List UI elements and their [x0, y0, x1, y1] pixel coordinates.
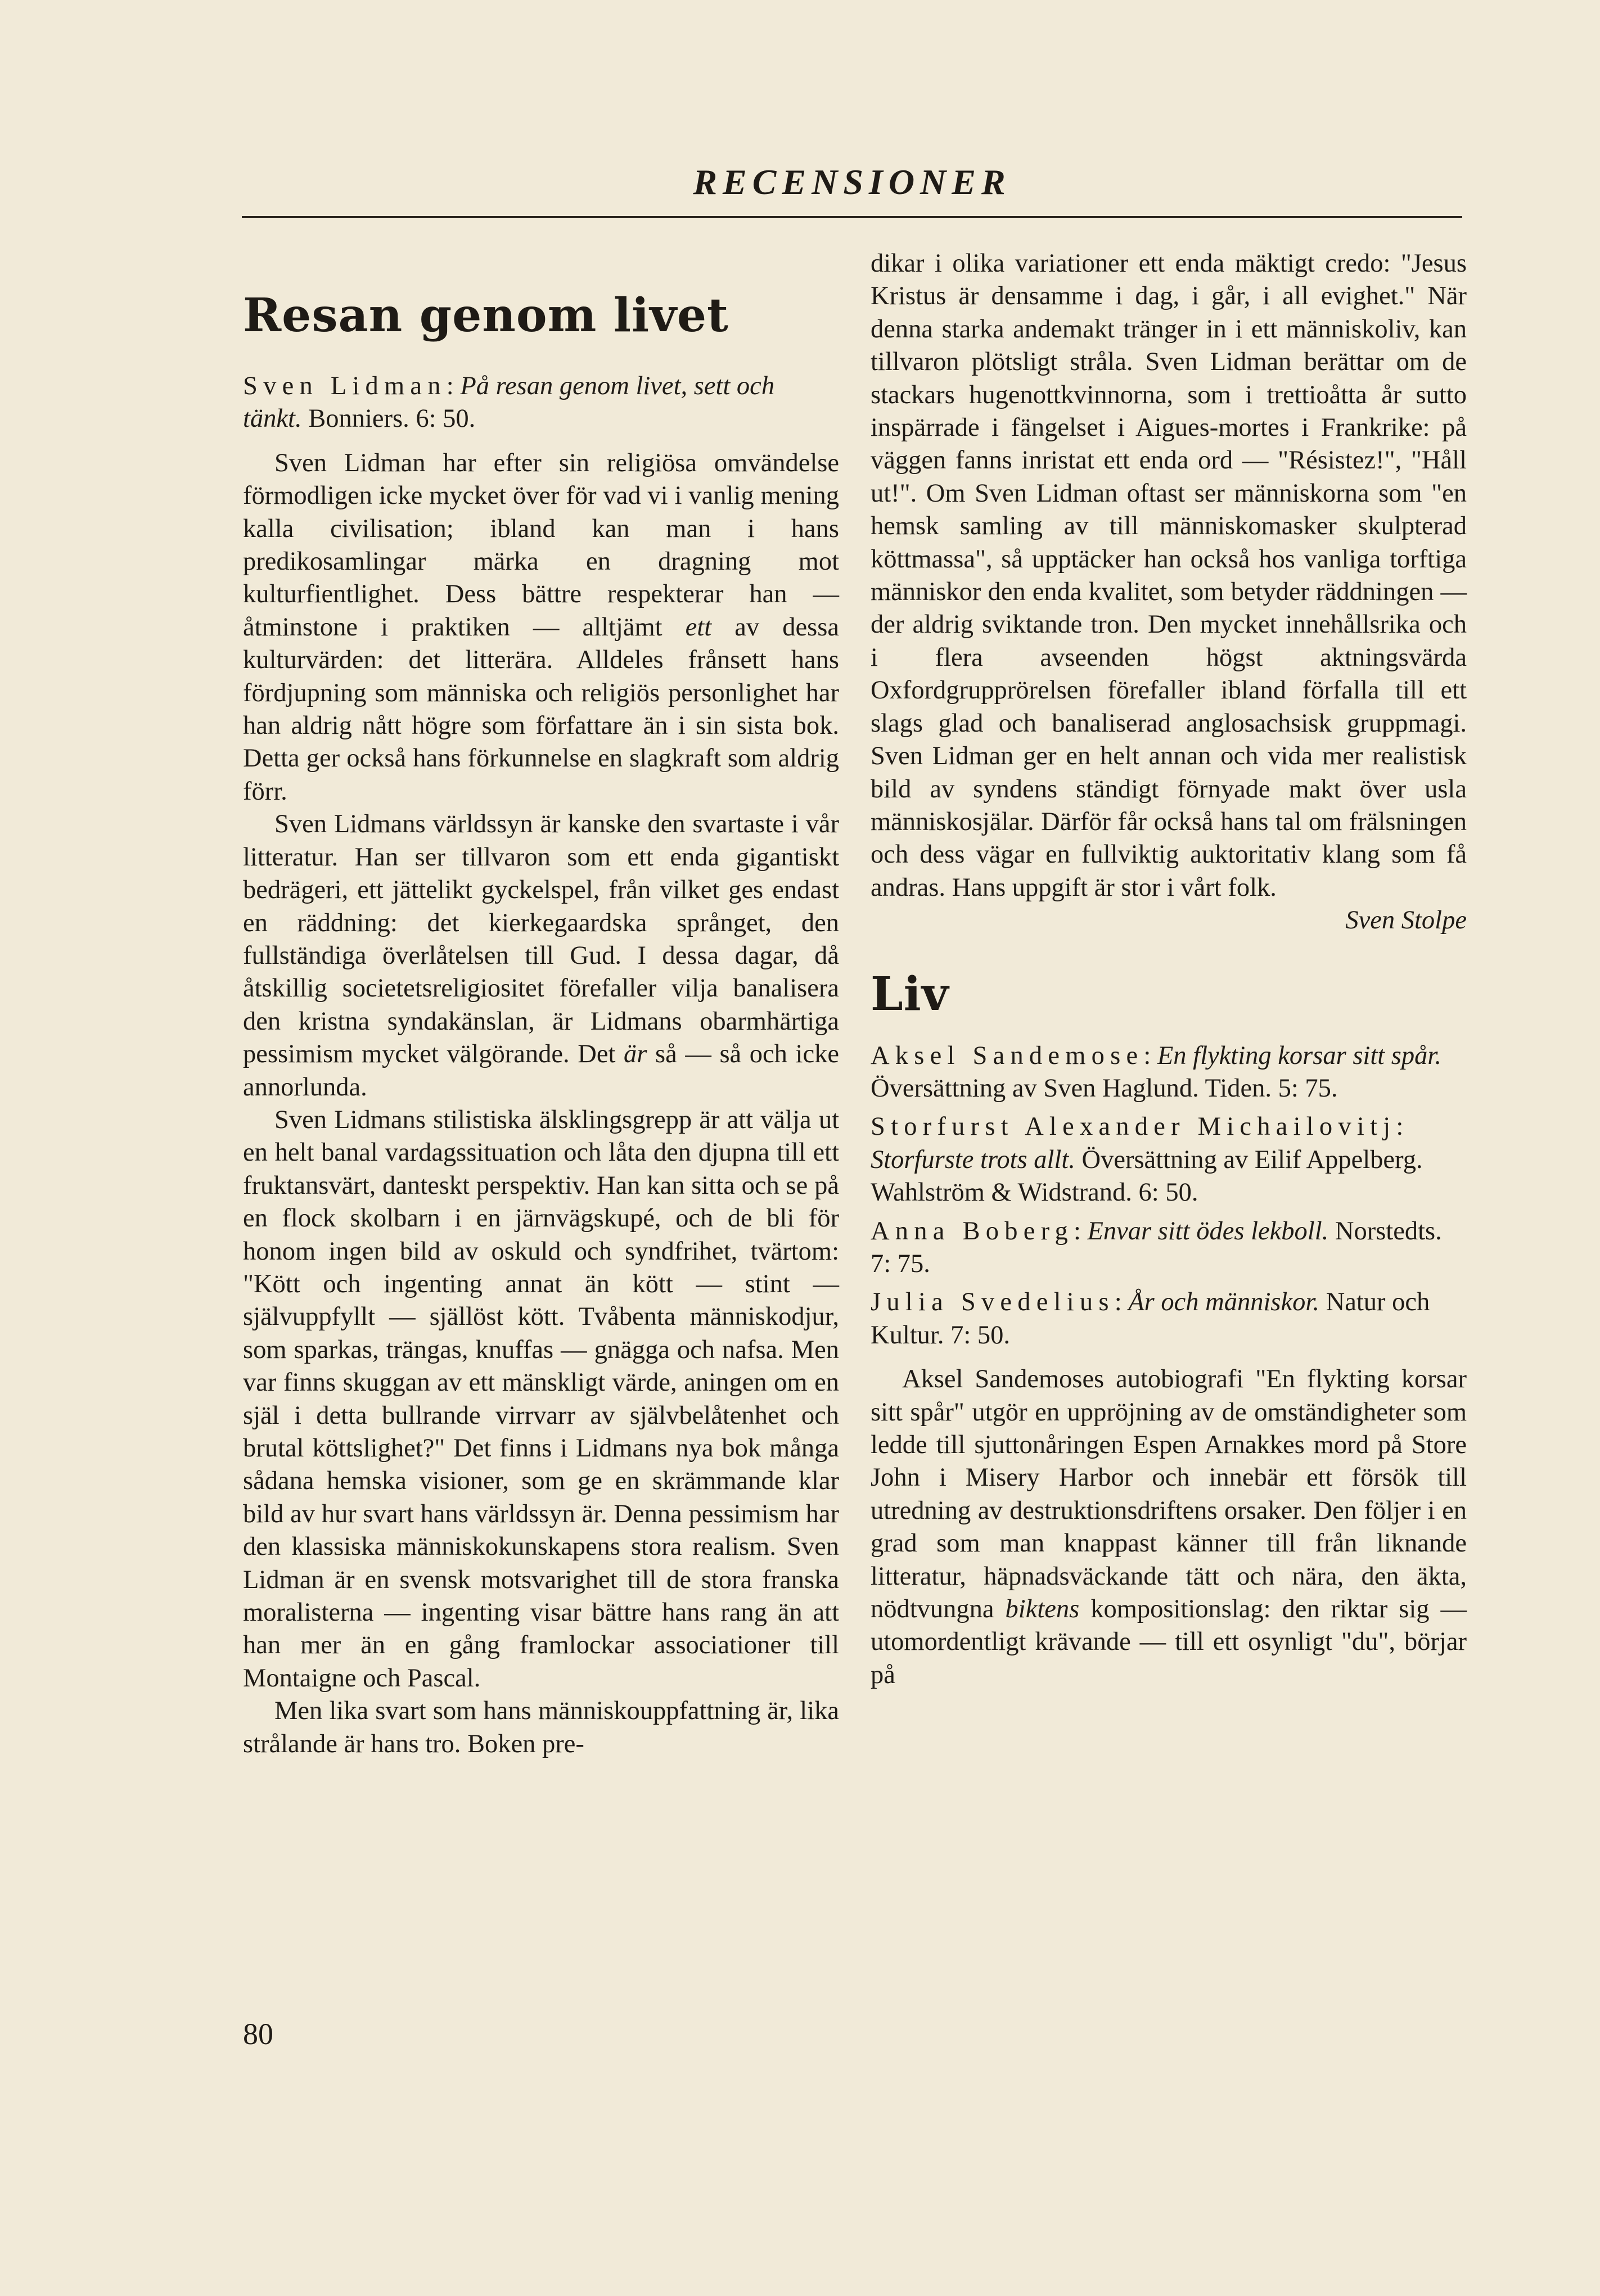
body-paragraph: Sven Lidmans världssyn är kanske den svartaste i vår litteratur. Han ser tillvaron som ett enda gigantiskt bedrägeri, ett jättelikt gyckelspel, från vilket ges endast en räddning: det kierkegaardska språnget, den fullständiga överlåtelsen till Gud. I dessa dagar, då åtskillig societetsreligiositet förefaller vilja banalisera den kristna syndakänslan, är Lidmans obarmhärtiga pessimism mycket välgörande. Det är så — så och icke annorlunda. — [243, 810, 839, 1102]
body-paragraph: Aksel Sandemoses autobiografi "En flykting korsar sitt spår" utgör en uppröjning av de omständigheter som ledde till sjuttonåringen Espen Arnakkes mord på Store John i Misery Harbor och innebär ett försök till utredning av destruktionsdriftens orsaker. Den följer i en grad som man knappast känner till från liknande litteratur, häpnadsväckande tätt och nära, den äkta, nödtvungna biktens kompositionslag: den riktar sig — utomordentligt krävande — till ett osynligt "du", börjar på — [871, 1365, 1467, 1689]
book-entry: Aksel Sandemose: En flykting korsar sitt spår. Översättning av Sven Haglund. Tiden. 5: 75. — [871, 1041, 1441, 1103]
book-details: Norstedts. 7: 75. — [871, 1216, 1442, 1278]
body-paragraph: Men lika svart som hans människouppfattning är, lika strålande är hans tro. Boken pre- — [243, 1697, 839, 1758]
book-details: Natur och Kultur. 7: 50. — [871, 1288, 1430, 1350]
review-title: Resan genom livet — [243, 288, 729, 342]
book-details: Översättning av Sven Haglund. Tiden. 5: 75. — [871, 1073, 1338, 1103]
book-title: På resan genom livet, sett och tänkt. — [243, 372, 775, 434]
book-publisher-price: Bonniers. 6: 50. — [308, 404, 476, 434]
body-paragraph: dikar i olika variationer ett enda mäktigt credo: "Jesus Kristus är densamme i dag, i går, i all evighet." När denna starka andemakt tränger in i ett människoliv, kan tillvaron plötsligt stråla. Sven Lidman berättar om de stackars hugenottkvinnorna, som i trettioåtta år sutto inspärrade i fängelset i Aigues-mortes i Frankrike: på väggen fanns inristat ett enda ord — "Résistez!", "Håll ut!". Om Sven Lidman oftast ser människorna som "en hemsk samling av till människomasker skulpterad köttmassa", så upptäcker han också hos vanliga torftiga människor den enda kvalitet, som betyder räddningen — der aldrig sviktande tron. Den mycket innehållsrika och i flera avseenden högst aktningsvärda Oxfordgrupprörelsen förefaller ibland förfalla till ett slags glad och banaliserad anglosachsisk gruppmagi. Sven Lidman ger en helt annan och vida mer realistisk bild av syndens ständigt förnyade makt över usla människosjälar. Därför får också hans tal om frälsningen och dess vägar en fullviktig auktoritativ klang som få andras. Hans uppgift är stor i vårt folk. — [871, 249, 1467, 902]
book-entry: Sven Lidman: På resan genom livet, sett och tänkt. Bonniers. 6: 50. — [243, 372, 775, 434]
book-author: Storfurst Alexander Michailovitj — [871, 1112, 1396, 1142]
book-entry: Anna Boberg: Envar sitt ödes lekboll. Norstedts. 7: 75. — [871, 1216, 1442, 1278]
review-title: Liv — [871, 967, 949, 1021]
book-title: Storfurste trots allt. — [871, 1145, 1075, 1174]
body-paragraph: Sven Lidmans stilistiska älsklingsgrepp är att välja ut en helt banal vardagssituation och låta den djupna till ett fruktansvärt, danteskt perspektiv. Han kan sitta och se på en flock skolbarn i en järnvägskupé, och de bli för honom ingen bild av oskuld och syndfrihet, tvärtom: "Kött och ingenting annat än kött — stint — självuppfyllt — själlöst kött. Tvåbenta människodjur, som sparkas, trängas, knuffas — gnägga och nafsa. Men var finns skuggan av ett mänskligt värde, aningen om en själ i detta bullrande virrvarr av självbelåtenhet och brutal köttslighet?" Det finns i Lidmans nya bok många sådana hemska visioner, som ge en skrämmande klar bild av hur svart hans världssyn är. Denna pessimism har den klassiska människokunskapens stora realism. Sven Lidman är en svensk motsvarighet till de stora franska moralisterna — ingenting visar bättre hans rang än att han mer än en gång framlockar associationer till Montaigne och Pascal. — [243, 1105, 839, 1693]
left-column — [243, 247, 839, 1761]
book-entry: Julia Svedelius: År och människor. Natur och Kultur. 7: 50. — [871, 1288, 1430, 1350]
running-head: RECENSIONER — [693, 162, 1011, 202]
book-author: Anna Boberg — [871, 1216, 1074, 1246]
book-author: Aksel Sandemose — [871, 1041, 1144, 1070]
book-details: Översättning av Eilif Appelberg. Wahlström & Widstrand. 6: 50. — [871, 1145, 1423, 1207]
book-entry: Storfurst Alexander Michailovitj: Storfurste trots allt. Översättning av Eilif Appelberg. Wahlström & Widstrand. 6: 50. — [871, 1112, 1423, 1207]
header-rule — [242, 216, 1462, 218]
book-author: Sven Lidman — [243, 372, 447, 400]
right-column — [871, 247, 1467, 1691]
body-paragraph: Sven Lidman har efter sin religiösa omvändelse förmodligen icke mycket över för vad vi i vanlig mening kalla civilisation; ibland kan man i hans predikosamlingar märka en dragning mot kulturfientlighet. Dess bättre respekterar han — åtminstone i praktiken — alltjämt ett av dessa kulturvärden: det litterära. Alldeles frånsett hans fördjupning som människa och religiös personlighet har han aldrig nått högre som författare än i sin sista bok. Detta ger också hans förkunnelse en slagkraft som aldrig förr. — [243, 448, 839, 806]
book-title: En flykting korsar sitt spår. — [1157, 1041, 1441, 1070]
book-title: Envar sitt ödes lekboll. — [1087, 1216, 1329, 1246]
book-title: År och människor. — [1128, 1288, 1319, 1317]
page-number: 80 — [243, 2017, 273, 2051]
reviewer-signature: Sven Stolpe — [1345, 906, 1467, 935]
book-author: Julia Svedelius — [871, 1288, 1115, 1317]
